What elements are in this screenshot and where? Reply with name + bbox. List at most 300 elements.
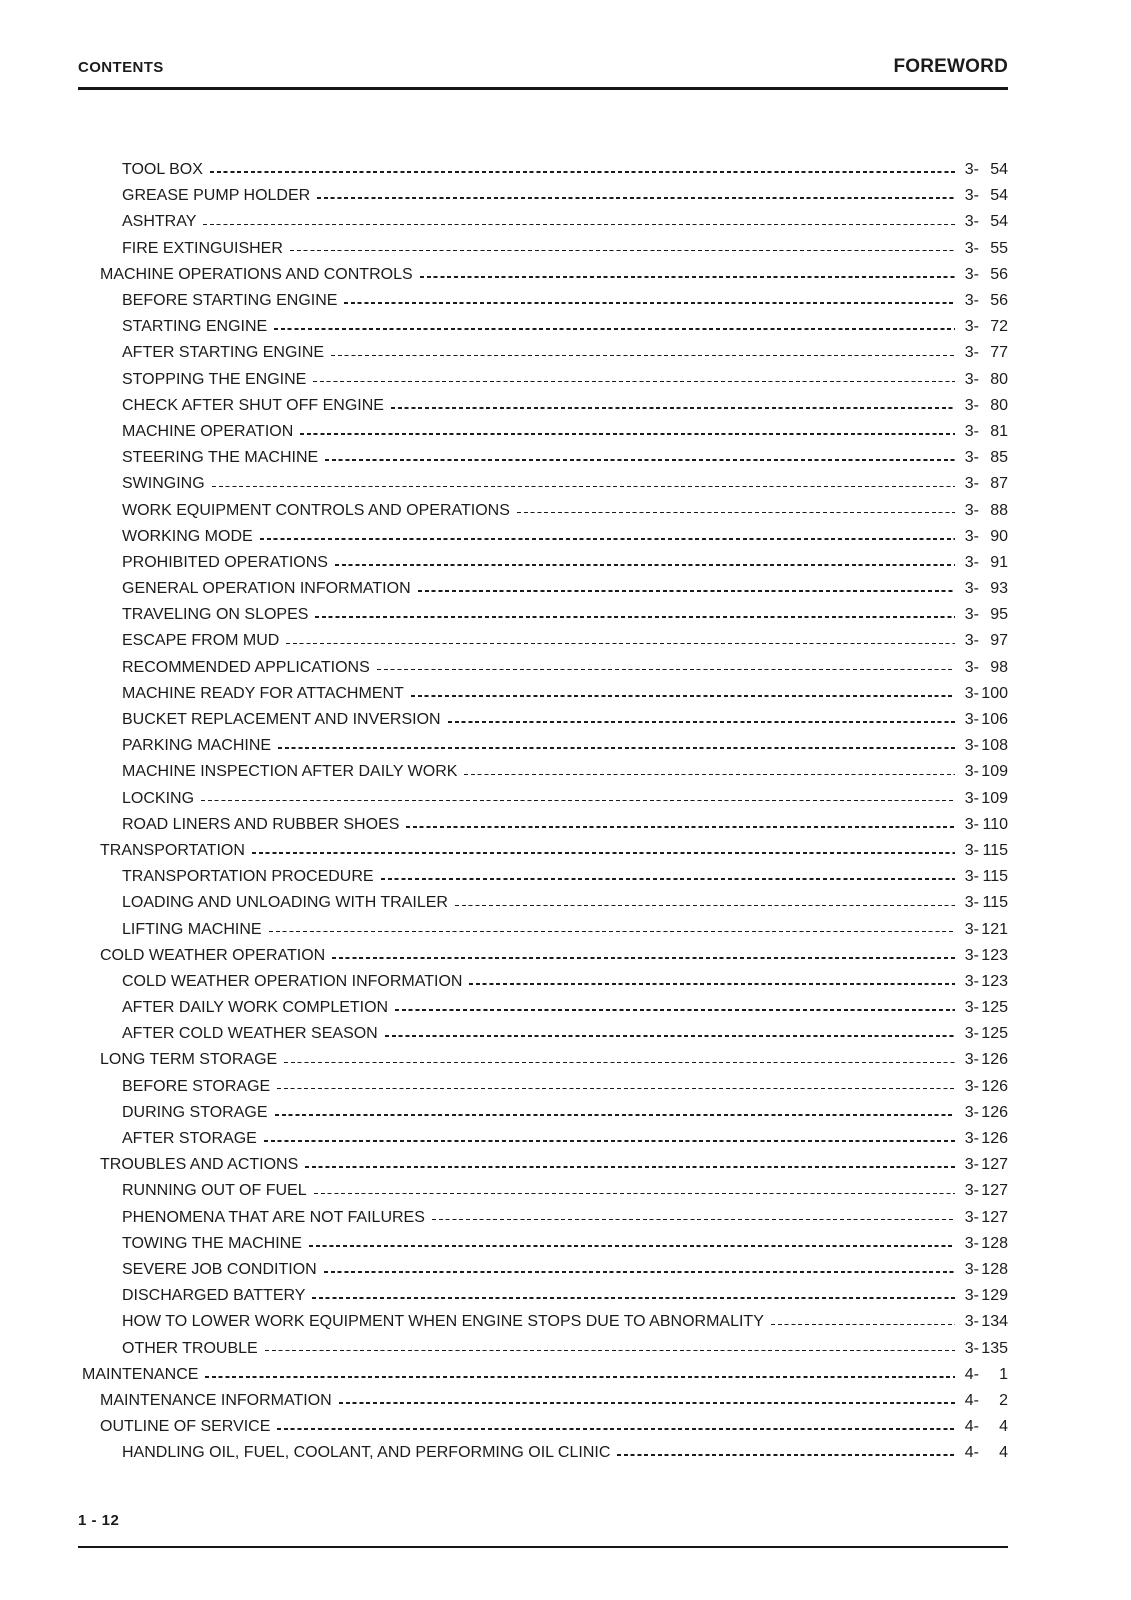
chapter-number: 3-	[964, 187, 979, 205]
page-number: 85	[990, 449, 1008, 467]
toc-entry	[78, 1231, 1008, 1257]
chapter-number: 3-	[964, 370, 979, 388]
leader-dashes	[432, 1219, 955, 1221]
page-number: 80	[990, 370, 1008, 388]
toc-entry-title: AFTER DAILY WORK COMPLETION	[122, 999, 389, 1017]
toc-entry-page-ref	[965, 868, 1008, 886]
page-number: 55	[990, 239, 1008, 257]
page-number: 127	[981, 1156, 1008, 1174]
chapter-number: 3-	[964, 161, 979, 179]
toc-entry	[78, 1047, 1008, 1073]
toc-entry	[78, 786, 1008, 812]
page-number: 95	[990, 606, 1008, 624]
chapter-number: 3-	[964, 815, 979, 833]
page-number: 121	[981, 920, 1008, 938]
leader-dashes	[265, 1350, 955, 1352]
leader-dashes	[339, 1402, 955, 1404]
toc-entry	[78, 288, 1008, 314]
toc-entry	[78, 497, 1008, 523]
toc-entry-title: SWINGING	[122, 475, 205, 493]
toc-entry-page-ref	[965, 1340, 1008, 1358]
page-number: 87	[990, 475, 1008, 493]
toc-entry	[78, 1021, 1008, 1047]
toc-entry-title: PHENOMENA THAT ARE NOT FAILURES	[122, 1208, 425, 1226]
toc-entry-title: STARTING ENGINE	[122, 318, 268, 336]
toc-entry-title: BUCKET REPLACEMENT AND INVERSION	[122, 711, 441, 729]
toc-entry	[78, 812, 1008, 838]
toc-entry-page-ref	[965, 842, 1008, 860]
chapter-number: 3-	[964, 868, 979, 886]
toc-entry-page-ref	[965, 240, 1008, 258]
chapter-number: 3-	[964, 449, 979, 467]
chapter-number: 3-	[964, 292, 979, 310]
leader-dashes	[344, 302, 954, 304]
toc-entry	[78, 890, 1008, 916]
chapter-number: 3-	[964, 318, 979, 336]
toc-entry-page-ref	[965, 1235, 1008, 1253]
leader-dashes	[406, 826, 954, 828]
toc-entry	[78, 602, 1008, 628]
toc-entry-page-ref	[965, 1261, 1008, 1279]
toc-entry	[78, 393, 1008, 419]
page-number: 98	[990, 658, 1008, 676]
page-number: 56	[990, 265, 1008, 283]
page-number: 4	[999, 1418, 1008, 1436]
chapter-number: 3-	[964, 711, 979, 729]
toc-entry-page-ref	[965, 344, 1008, 362]
chapter-number: 3-	[964, 1156, 979, 1174]
toc-entry	[78, 236, 1008, 262]
toc-entry-page-ref	[965, 1418, 1008, 1436]
toc-entry-title: MACHINE READY FOR ATTACHMENT	[122, 684, 404, 702]
toc-entry	[78, 707, 1008, 733]
page-number: 126	[981, 1051, 1008, 1069]
toc-entry-page-ref	[965, 711, 1008, 729]
toc-entry-page-ref	[965, 1366, 1008, 1384]
page-number: 134	[981, 1313, 1008, 1331]
toc-entry	[78, 1205, 1008, 1231]
leader-dashes	[277, 1428, 954, 1430]
chapter-number: 3-	[964, 789, 979, 807]
toc-entry-page-ref	[965, 632, 1008, 650]
chapter-number: 3-	[964, 1103, 979, 1121]
toc-entry-title: DURING STORAGE	[122, 1103, 268, 1121]
toc-entry-title: DISCHARGED BATTERY	[122, 1287, 306, 1305]
toc-entry-title: TRANSPORTATION	[100, 841, 245, 859]
leader-dashes	[264, 1140, 955, 1142]
leader-dashes	[455, 905, 955, 907]
toc-entry	[78, 340, 1008, 366]
leader-dashes	[420, 276, 955, 278]
page-number: 129	[981, 1287, 1008, 1305]
toc-entry-page-ref	[965, 999, 1008, 1017]
toc-entry	[78, 550, 1008, 576]
page-number: 106	[981, 711, 1008, 729]
leader-dashes	[205, 1376, 954, 1378]
leader-dashes	[331, 355, 955, 357]
page-number: 97	[990, 632, 1008, 650]
page-number: 110	[982, 815, 1008, 833]
leader-dashes	[335, 564, 955, 566]
toc-entry-title: HOW TO LOWER WORK EQUIPMENT WHEN ENGINE STOPS DUE TO ABNORMALITY	[122, 1313, 764, 1331]
toc-entry-page-ref	[965, 1156, 1008, 1174]
chapter-number: 3-	[964, 213, 979, 231]
page-number: 56	[990, 292, 1008, 310]
leader-dashes	[275, 1114, 955, 1116]
toc-entry	[78, 1178, 1008, 1204]
toc-entry	[78, 733, 1008, 759]
page-number: 100	[981, 684, 1008, 702]
page-number: 128	[981, 1234, 1008, 1252]
leader-dashes	[418, 590, 955, 592]
page-number: 127	[981, 1182, 1008, 1200]
toc-entry	[78, 367, 1008, 393]
leader-dashes	[269, 931, 955, 933]
toc-entry-page-ref	[965, 266, 1008, 284]
chapter-number: 3-	[964, 1260, 979, 1278]
chapter-number: 3-	[964, 999, 979, 1017]
leader-dashes	[313, 381, 954, 383]
leader-dashes	[617, 1454, 954, 1456]
toc-entry	[78, 655, 1008, 681]
chapter-number: 3-	[964, 894, 979, 912]
toc-entry	[78, 1152, 1008, 1178]
page-number: 123	[981, 972, 1008, 990]
toc-entry-page-ref	[965, 502, 1008, 520]
chapter-number: 3-	[964, 422, 979, 440]
page-number: 126	[981, 1130, 1008, 1148]
table-of-contents	[78, 157, 1008, 1466]
toc-entry-title: MACHINE OPERATION	[122, 422, 294, 440]
toc-entry-title: BEFORE STARTING ENGINE	[122, 292, 338, 310]
page-number: 128	[981, 1260, 1008, 1278]
toc-entry-page-ref	[965, 606, 1008, 624]
chapter-number: 3-	[964, 972, 979, 990]
leader-dashes	[274, 328, 955, 330]
toc-entry-page-ref	[965, 685, 1008, 703]
toc-entry	[78, 916, 1008, 942]
toc-entry-page-ref	[965, 1051, 1008, 1069]
page-number: 54	[990, 213, 1008, 231]
leader-dashes	[212, 486, 955, 488]
page-number: 4	[999, 1444, 1008, 1462]
page-number: 72	[990, 318, 1008, 336]
chapter-number: 3-	[964, 737, 979, 755]
toc-entry-page-ref	[965, 580, 1008, 598]
toc-entry-page-ref	[965, 973, 1008, 991]
leader-dashes	[324, 1271, 955, 1273]
page-number: 108	[981, 737, 1008, 755]
toc-entry-title: PARKING MACHINE	[122, 737, 272, 755]
page-number: 126	[981, 1077, 1008, 1095]
chapter-number: 3-	[964, 1313, 979, 1331]
toc-entry-page-ref	[965, 371, 1008, 389]
leader-dashes	[284, 1062, 955, 1064]
leader-dashes	[203, 224, 954, 226]
page-number: 127	[981, 1208, 1008, 1226]
leader-dashes	[278, 747, 955, 749]
chapter-number: 3-	[964, 1287, 979, 1305]
toc-entry-page-ref	[965, 1313, 1008, 1331]
leader-dashes	[309, 1245, 955, 1247]
toc-entry-title: ASHTRAY	[122, 213, 197, 231]
chapter-number: 3-	[964, 946, 979, 964]
page-footer	[78, 1512, 1008, 1530]
toc-entry-page-ref	[965, 397, 1008, 415]
chapter-number: 3-	[964, 239, 979, 257]
toc-entry-page-ref	[965, 921, 1008, 939]
page-number: 109	[981, 763, 1008, 781]
toc-entry-title: GREASE PUMP HOLDER	[122, 187, 311, 205]
toc-entry-title: TRAVELING ON SLOPES	[122, 606, 309, 624]
toc-entry-page-ref	[965, 318, 1008, 336]
running-header	[78, 56, 1008, 90]
toc-entry	[78, 995, 1008, 1021]
leader-dashes	[381, 878, 955, 880]
chapter-number: 3-	[964, 344, 979, 362]
toc-entry	[78, 1309, 1008, 1335]
toc-entry-page-ref	[965, 659, 1008, 677]
page-number: 1	[999, 1365, 1008, 1383]
toc-entry-page-ref	[965, 187, 1008, 205]
toc-entry	[78, 576, 1008, 602]
header-foreword-label: FOREWORD	[893, 56, 1008, 77]
toc-entry-title: OTHER TROUBLE	[122, 1339, 258, 1357]
chapter-number: 3-	[964, 1025, 979, 1043]
page-number: 54	[990, 161, 1008, 179]
toc-entry-page-ref	[965, 947, 1008, 965]
toc-entry-page-ref	[965, 161, 1008, 179]
page-number: 80	[990, 396, 1008, 414]
toc-entry-page-ref	[965, 1444, 1008, 1462]
page-number: 115	[982, 841, 1008, 859]
toc-entry-title: AFTER STORAGE	[122, 1130, 257, 1148]
toc-entry-title: ESCAPE FROM MUD	[122, 632, 280, 650]
toc-entry	[78, 864, 1008, 890]
chapter-number: 3-	[964, 684, 979, 702]
chapter-number: 3-	[964, 920, 979, 938]
leader-dashes	[210, 171, 955, 173]
toc-entry-title: GENERAL OPERATION INFORMATION	[122, 580, 411, 598]
toc-entry-title: RECOMMENDED APPLICATIONS	[122, 658, 370, 676]
chapter-number: 3-	[964, 553, 979, 571]
leader-dashes	[411, 695, 955, 697]
page-number: 54	[990, 187, 1008, 205]
chapter-number: 3-	[964, 1051, 979, 1069]
toc-entry	[78, 1388, 1008, 1414]
toc-entry-title: OUTLINE OF SERVICE	[100, 1418, 271, 1436]
toc-entry-title: COLD WEATHER OPERATION INFORMATION	[122, 972, 463, 990]
toc-entry-page-ref	[965, 213, 1008, 231]
page-number: 88	[990, 501, 1008, 519]
toc-entry-title: COLD WEATHER OPERATION	[100, 946, 326, 964]
toc-entry-page-ref	[965, 737, 1008, 755]
toc-entry-page-ref	[965, 816, 1008, 834]
toc-entry	[78, 969, 1008, 995]
leader-dashes	[517, 512, 955, 514]
toc-entry-page-ref	[965, 554, 1008, 572]
toc-entry-title: ROAD LINERS AND RUBBER SHOES	[122, 815, 400, 833]
toc-entry-title: FIRE EXTINGUISHER	[122, 239, 283, 257]
toc-entry	[78, 183, 1008, 209]
toc-entry-page-ref	[965, 1130, 1008, 1148]
chapter-number: 3-	[964, 841, 979, 859]
leader-dashes	[314, 1193, 955, 1195]
chapter-number: 4-	[964, 1391, 979, 1409]
chapter-number: 3-	[964, 475, 979, 493]
toc-entry	[78, 1100, 1008, 1126]
page-number: 91	[990, 553, 1008, 571]
toc-entry	[78, 838, 1008, 864]
toc-entry	[78, 445, 1008, 471]
toc-entry-page-ref	[965, 1209, 1008, 1227]
leader-dashes	[464, 774, 954, 776]
toc-entry-title: WORK EQUIPMENT CONTROLS AND OPERATIONS	[122, 501, 510, 519]
toc-entry-page-ref	[965, 763, 1008, 781]
page-number: 90	[990, 527, 1008, 545]
toc-entry	[78, 209, 1008, 235]
chapter-number: 3-	[964, 763, 979, 781]
leader-dashes	[300, 433, 954, 435]
toc-entry-title: MAINTENANCE INFORMATION	[100, 1391, 332, 1409]
chapter-number: 3-	[964, 396, 979, 414]
toc-entry	[78, 1074, 1008, 1100]
header-contents-label: CONTENTS	[78, 59, 164, 76]
toc-entry-title: AFTER STARTING ENGINE	[122, 344, 325, 362]
toc-entry-page-ref	[965, 449, 1008, 467]
leader-dashes	[377, 669, 955, 671]
chapter-number: 3-	[964, 606, 979, 624]
toc-entry-title: WORKING MODE	[122, 527, 253, 545]
toc-entry	[78, 262, 1008, 288]
toc-entry-title: MAINTENANCE	[82, 1365, 199, 1383]
leader-dashes	[391, 407, 955, 409]
page-number: 93	[990, 580, 1008, 598]
toc-entry	[78, 1126, 1008, 1152]
toc-entry-title: LIFTING MACHINE	[122, 920, 262, 938]
toc-entry	[78, 314, 1008, 340]
chapter-number: 3-	[964, 527, 979, 545]
toc-entry	[78, 759, 1008, 785]
toc-entry-title: TOWING THE MACHINE	[122, 1234, 302, 1252]
page-number: 2	[999, 1391, 1008, 1409]
toc-entry-title: MACHINE INSPECTION AFTER DAILY WORK	[122, 763, 458, 781]
toc-entry	[78, 524, 1008, 550]
leader-dashes	[315, 616, 954, 618]
toc-entry-title: SEVERE JOB CONDITION	[122, 1260, 317, 1278]
chapter-number: 3-	[964, 580, 979, 598]
footer-divider	[78, 1546, 1008, 1548]
toc-entry-page-ref	[965, 475, 1008, 493]
leader-dashes	[305, 1166, 955, 1168]
toc-entry-page-ref	[965, 1392, 1008, 1410]
leader-dashes	[395, 1009, 955, 1011]
toc-entry-title: TRANSPORTATION PROCEDURE	[122, 868, 374, 886]
toc-entry-page-ref	[965, 894, 1008, 912]
toc-entry-page-ref	[965, 1025, 1008, 1043]
toc-entry-page-ref	[965, 1287, 1008, 1305]
chapter-number: 3-	[964, 1130, 979, 1148]
page-number: 125	[981, 999, 1008, 1017]
toc-entry	[78, 419, 1008, 445]
leader-dashes	[277, 1088, 955, 1090]
leader-dashes	[260, 538, 955, 540]
toc-entry	[78, 157, 1008, 183]
toc-entry-title: STOPPING THE ENGINE	[122, 370, 307, 388]
page-number-label: 1 - 12	[78, 1512, 120, 1529]
leader-dashes	[312, 1297, 954, 1299]
toc-entry	[78, 1414, 1008, 1440]
toc-entry-page-ref	[965, 423, 1008, 441]
page-number: 115	[982, 868, 1008, 886]
toc-entry-title: HANDLING OIL, FUEL, COOLANT, AND PERFORMING OIL CLINIC	[122, 1444, 611, 1462]
toc-entry-title: BEFORE STORAGE	[122, 1077, 271, 1095]
chapter-number: 4-	[964, 1365, 979, 1383]
page-number: 109	[981, 789, 1008, 807]
page-number: 125	[981, 1025, 1008, 1043]
toc-entry-title: STEERING THE MACHINE	[122, 449, 319, 467]
toc-entry	[78, 943, 1008, 969]
chapter-number: 3-	[964, 658, 979, 676]
toc-entry-title: MACHINE OPERATIONS AND CONTROLS	[100, 265, 413, 283]
leader-dashes	[290, 250, 955, 252]
leader-dashes	[448, 721, 955, 723]
leader-dashes	[332, 957, 955, 959]
toc-entry-page-ref	[965, 1182, 1008, 1200]
toc-entry	[78, 681, 1008, 707]
chapter-number: 3-	[964, 1182, 979, 1200]
page-number: 135	[981, 1339, 1008, 1357]
page-number: 126	[981, 1103, 1008, 1121]
leader-dashes	[385, 1035, 955, 1037]
chapter-number: 4-	[964, 1444, 979, 1462]
chapter-number: 3-	[964, 1234, 979, 1252]
toc-entry-title: LONG TERM STORAGE	[100, 1051, 278, 1069]
toc-entry-page-ref	[965, 528, 1008, 546]
leader-dashes	[286, 643, 954, 645]
toc-entry	[78, 1257, 1008, 1283]
toc-entry-page-ref	[965, 1104, 1008, 1122]
leader-dashes	[771, 1324, 955, 1326]
page-number: 123	[981, 946, 1008, 964]
chapter-number: 3-	[964, 1339, 979, 1357]
toc-entry-page-ref	[965, 790, 1008, 808]
chapter-number: 3-	[964, 1208, 979, 1226]
leader-dashes	[325, 459, 955, 461]
chapter-number: 3-	[964, 1077, 979, 1095]
toc-entry-title: TOOL BOX	[122, 161, 203, 179]
toc-entry-title: LOCKING	[122, 789, 195, 807]
page-number: 81	[990, 422, 1008, 440]
chapter-number: 4-	[964, 1418, 979, 1436]
toc-entry	[78, 1335, 1008, 1361]
leader-dashes	[317, 197, 955, 199]
toc-entry	[78, 1283, 1008, 1309]
toc-entry-title: RUNNING OUT OF FUEL	[122, 1182, 307, 1200]
toc-entry	[78, 471, 1008, 497]
toc-entry	[78, 1440, 1008, 1466]
chapter-number: 3-	[964, 501, 979, 519]
toc-entry-title: AFTER COLD WEATHER SEASON	[122, 1025, 378, 1043]
toc-entry-title: PROHIBITED OPERATIONS	[122, 553, 328, 571]
toc-entry-title: LOADING AND UNLOADING WITH TRAILER	[122, 894, 448, 912]
page-number: 115	[982, 894, 1008, 912]
toc-entry	[78, 1362, 1008, 1388]
chapter-number: 3-	[964, 632, 979, 650]
toc-entry-page-ref	[965, 1078, 1008, 1096]
chapter-number: 3-	[964, 265, 979, 283]
leader-dashes	[252, 852, 955, 854]
